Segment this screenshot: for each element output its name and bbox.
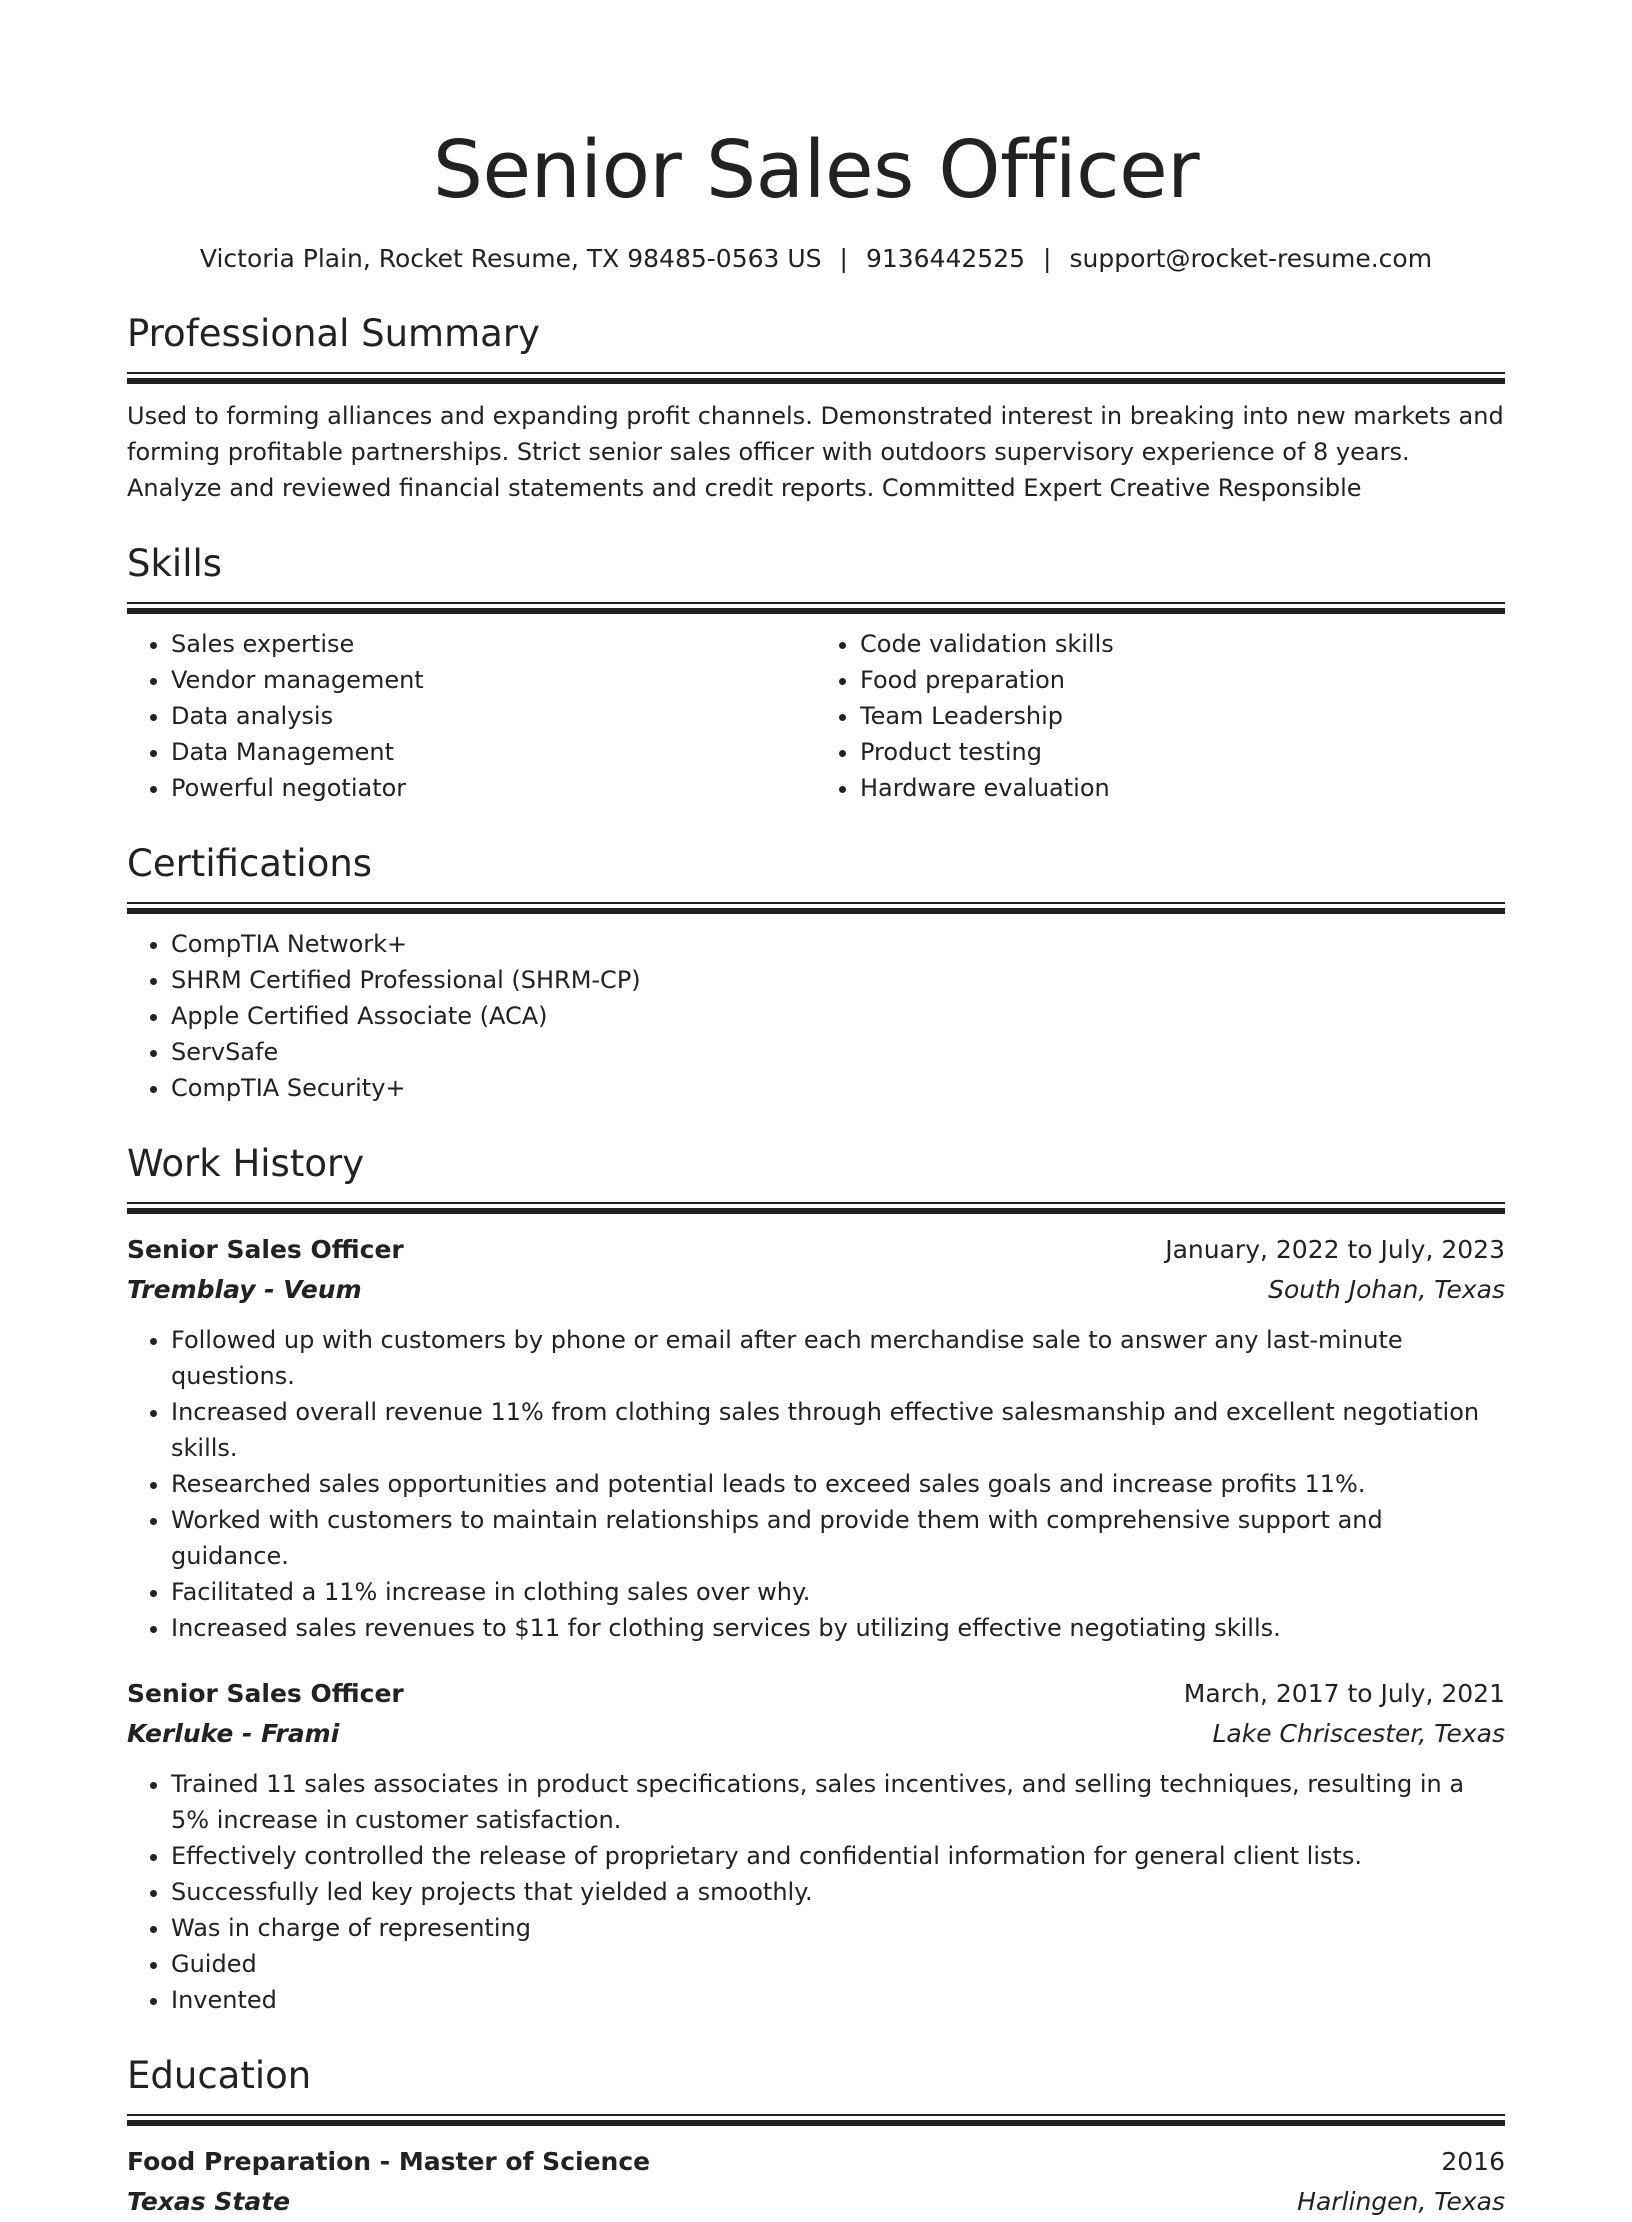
job-bullet: • Followed up with customers by phone or email after each merchandise sale to answer any last-minute questions.	[171, 1322, 1505, 1394]
certification-item: • ServSafe	[171, 1034, 1505, 1070]
education-school-row	[127, 2182, 1505, 2222]
job-location: Lake Chriscester, Texas	[1212, 1719, 1505, 1748]
section-divider	[127, 372, 1505, 384]
job-location: South Johan, Texas	[1268, 1275, 1505, 1304]
contact-line	[127, 242, 1505, 276]
job-bullet: • Was in charge of representing	[171, 1910, 1505, 1946]
job-header-row	[127, 1230, 1505, 1270]
education-degree: Food Preparation - Master of Science	[127, 2147, 651, 2176]
skill-item: • Data Management	[171, 734, 816, 770]
job-bullet: • Effectively controlled the release of proprietary and confidential information for general client lists.	[171, 1838, 1505, 1874]
skills-list-right	[816, 626, 1505, 806]
certification-item: • SHRM Certified Professional (SHRM-CP)	[171, 962, 1505, 998]
skill-item: • Data analysis	[171, 698, 816, 734]
job-bullet: • Increased overall revenue 11% from clothing sales through effective salesmanship and excellent negotiation skills.	[171, 1394, 1505, 1466]
education-heading: Education	[127, 2054, 312, 2097]
job-entry	[127, 1230, 1505, 1646]
job-entry	[127, 1674, 1505, 2018]
certification-item: • CompTIA Network+	[171, 926, 1505, 962]
skills-list-left	[127, 626, 816, 806]
job-bullets	[127, 1322, 1505, 1646]
skill-item: • Product testing	[860, 734, 1505, 770]
skill-item: • Team Leadership	[860, 698, 1505, 734]
contact-phone: 9136442525	[865, 244, 1026, 273]
section-divider	[127, 1202, 1505, 1214]
job-company-row	[127, 1270, 1505, 1310]
job-bullet: • Researched sales opportunities and potential leads to exceed sales goals and increase profits 11%.	[171, 1466, 1505, 1502]
certification-item: • CompTIA Security+	[171, 1070, 1505, 1106]
education-entry	[127, 2142, 1505, 2222]
skill-item: • Vendor management	[171, 662, 816, 698]
skill-item: • Powerful negotiator	[171, 770, 816, 806]
job-bullet: • Increased sales revenues to $11 for clothing services by utilizing effective negotiating skills.	[171, 1610, 1505, 1646]
work-history-heading: Work History	[127, 1142, 365, 1185]
job-company-row	[127, 1714, 1505, 1754]
certifications-section	[127, 840, 1505, 1106]
skills-heading: Skills	[127, 542, 223, 585]
skills-section	[127, 540, 1505, 806]
job-company: Tremblay - Veum	[127, 1275, 362, 1304]
section-divider	[127, 602, 1505, 614]
education-location: Harlingen, Texas	[1297, 2187, 1505, 2216]
job-bullet: • Trained 11 sales associates in product specifications, sales incentives, and selling techniques, resulting in a 5% increase in customer satisfaction.	[171, 1766, 1505, 1838]
job-header-row	[127, 1674, 1505, 1714]
section-divider	[127, 2114, 1505, 2126]
section-divider	[127, 902, 1505, 914]
certifications-list	[127, 926, 1505, 1106]
certifications-heading: Certifications	[127, 842, 373, 885]
job-bullet: • Successfully led key projects that yielded a smoothly.	[171, 1874, 1505, 1910]
skill-item: • Hardware evaluation	[860, 770, 1505, 806]
contact-separator: |	[1043, 244, 1052, 273]
job-bullet: • Invented	[171, 1982, 1505, 2018]
page-title: Senior Sales Officer	[432, 124, 1200, 216]
skill-item: • Sales expertise	[171, 626, 816, 662]
contact-address: Victoria Plain, Rocket Resume, TX 98485-0563 US	[199, 244, 822, 273]
job-dates: January, 2022 to July, 2023	[1165, 1235, 1505, 1264]
job-bullets	[127, 1766, 1505, 2018]
job-title: Senior Sales Officer	[127, 1679, 404, 1708]
education-section	[127, 2052, 1505, 2222]
summary-section	[127, 310, 1505, 506]
education-year: 2016	[1441, 2147, 1505, 2176]
work-history-section	[127, 1140, 1505, 2018]
education-header-row	[127, 2142, 1505, 2182]
job-bullet: • Guided	[171, 1946, 1505, 1982]
job-title: Senior Sales Officer	[127, 1235, 404, 1264]
skill-item: • Food preparation	[860, 662, 1505, 698]
education-school: Texas State	[127, 2187, 291, 2216]
job-dates: March, 2017 to July, 2021	[1183, 1679, 1505, 1708]
contact-email: support@rocket-resume.com	[1069, 244, 1433, 273]
job-bullet: • Worked with customers to maintain relationships and provide them with comprehensive support and guidance.	[171, 1502, 1505, 1574]
contact-separator: |	[839, 244, 848, 273]
job-company: Kerluke - Frami	[127, 1719, 340, 1748]
skill-item: • Code validation skills	[860, 626, 1505, 662]
certification-item: • Apple Certified Associate (ACA)	[171, 998, 1505, 1034]
job-bullet: • Facilitated a 11% increase in clothing sales over why.	[171, 1574, 1505, 1610]
summary-text: Used to forming alliances and expanding profit channels. Demonstrated interest in breaking into new markets and forming profitable partnerships. Strict senior sales officer with outdoors supervisory experience of 8 years. Analyze and reviewed financial statements and credit reports. Committed Expert Creative Responsible	[127, 402, 1504, 502]
summary-heading: Professional Summary	[127, 312, 540, 355]
skills-grid	[127, 626, 1505, 806]
